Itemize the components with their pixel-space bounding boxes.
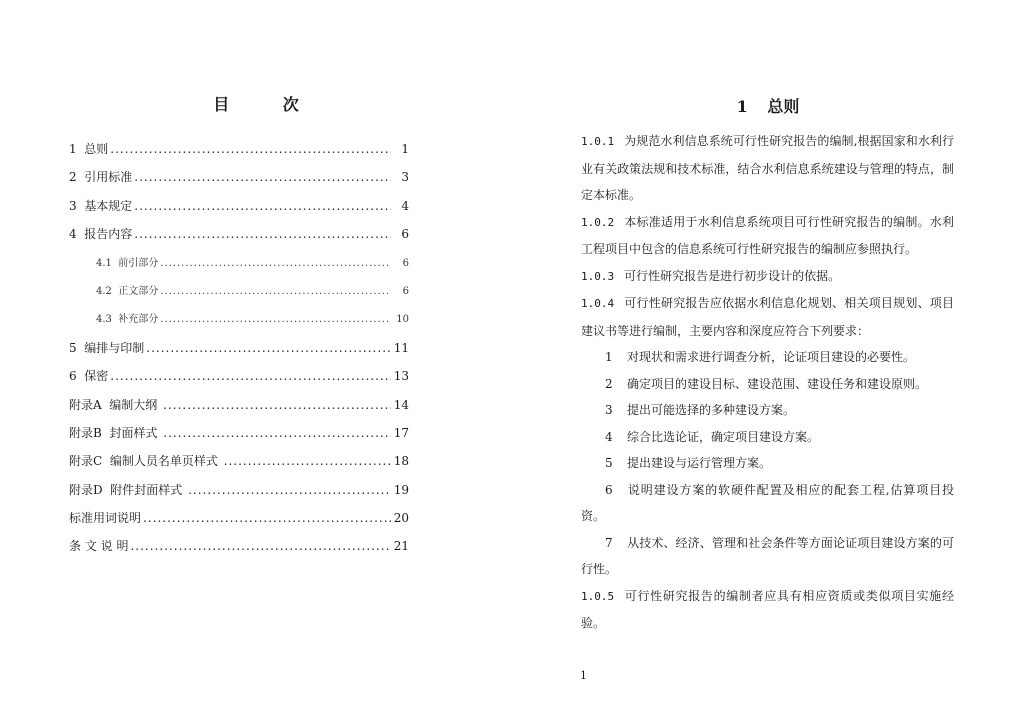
clause-number: 1.0.1 — [581, 135, 615, 148]
toc-entry-label: 附件封面样式 — [110, 482, 187, 497]
toc-dot-leader — [110, 369, 391, 383]
list-item-number: 6 — [605, 482, 613, 497]
toc-entry-page: 11 — [393, 340, 409, 355]
toc-entry[interactable] — [69, 509, 409, 537]
toc-entry-page: 6 — [402, 285, 409, 297]
toc-entry-page: 10 — [396, 314, 409, 326]
clause-number: 1.0.3 — [581, 269, 615, 283]
list-item-text: 提出建设与运行管理方案。 — [627, 456, 772, 470]
clause — [581, 583, 954, 637]
clause — [581, 209, 954, 263]
toc-entry-page: 4 — [401, 198, 409, 213]
toc-dot-leader — [110, 142, 391, 156]
chapter-title: 1 总则 — [736, 97, 800, 116]
toc-entry[interactable] — [69, 339, 409, 367]
toc-dot-leader — [130, 539, 391, 553]
toc-entry-label: 保密 — [84, 369, 109, 384]
clause-text: 为规范水利信息系统可行性研究报告的编制,根据国家和水利行业有关政策法规和技术标准，结合水利信息系统建设与管理的特点，制定本标准。 — [581, 134, 954, 202]
toc-entry-label: 报告内容 — [84, 227, 133, 242]
toc-entry-label: 总则 — [84, 142, 109, 156]
clause-text: 可行性研究报告是进行初步设计的依据。 — [624, 268, 841, 283]
list-item-text: 提出可能选择的多种建设方案。 — [627, 403, 796, 417]
toc-entry-number: 附录B — [69, 425, 110, 440]
toc-entry[interactable] — [69, 168, 409, 196]
clause — [581, 263, 954, 291]
toc-entry-page: 17 — [393, 425, 409, 440]
toc-dot-leader — [160, 314, 391, 325]
list-item — [581, 424, 954, 451]
clause — [581, 290, 954, 344]
toc-dot-leader — [134, 199, 391, 213]
list-item — [581, 371, 954, 398]
list-item-number: 5 — [605, 456, 613, 470]
toc-entry-number: 4.3 — [96, 314, 119, 326]
clause-text: 可行性研究报告的编制者应具有相应资质或类似项目实施经验。 — [581, 588, 954, 630]
toc-entry-page: 6 — [402, 257, 409, 269]
toc-entry[interactable] — [69, 452, 409, 480]
toc-entry-label: 条 文 说 明 — [69, 539, 129, 554]
toc-entry[interactable] — [69, 396, 409, 424]
toc-entry-label: 编制人员名单页样式 — [109, 454, 222, 469]
toc-entry[interactable] — [69, 197, 409, 225]
toc-entry-label: 前引部分 — [118, 257, 159, 269]
list-item-text: 对现状和需求进行调查分析，论证项目建设的必要性。 — [627, 350, 916, 364]
toc-entry[interactable] — [69, 282, 409, 310]
toc-entry[interactable] — [69, 140, 409, 168]
list-item-text: 综合比选论证，确定项目建设方案。 — [627, 429, 820, 444]
toc-dot-leader — [146, 341, 391, 355]
toc-title: 目 次 — [213, 95, 323, 114]
toc-entry[interactable] — [69, 225, 409, 253]
toc-entry-label: 基本规定 — [84, 198, 133, 213]
list-item-number: 3 — [605, 403, 613, 417]
list-item-text: 确定项目的建设目标、建设范围、建设任务和建设原则。 — [627, 376, 928, 391]
toc-dot-leader — [134, 227, 391, 241]
toc-entry[interactable] — [69, 424, 409, 452]
toc-entry-number: 附录D — [69, 482, 111, 497]
list-item — [581, 344, 954, 371]
toc-dot-leader — [224, 454, 391, 468]
list-item-number: 4 — [605, 429, 613, 444]
list-item — [581, 530, 954, 583]
toc-entry-number: 附录C — [69, 454, 110, 469]
toc-dot-leader — [160, 258, 391, 269]
toc-entry-number: 4.1 — [96, 257, 119, 269]
toc-entry[interactable] — [69, 310, 409, 338]
toc-entry[interactable] — [69, 367, 409, 395]
toc-entry-label: 引用标准 — [84, 170, 133, 185]
page-number: 1 — [580, 669, 587, 682]
toc-entry[interactable] — [69, 254, 409, 282]
toc-entry-number: 1 — [69, 142, 85, 156]
toc-entry-number: 附录A — [69, 397, 110, 412]
list-item — [581, 450, 954, 477]
toc-entry-page: 1 — [401, 142, 409, 156]
list-item — [581, 477, 954, 530]
list-item-number: 2 — [605, 376, 613, 391]
clause — [581, 128, 954, 209]
toc-dot-leader — [143, 511, 391, 525]
toc-entry-page: 20 — [393, 511, 409, 526]
list-item-text: 从技术、经济、管理和社会条件等方面论证项目建设方案的可行性。 — [581, 535, 954, 576]
clause-text: 可行性研究报告应依据水利信息化规划、相关项目规划、项目建议书等进行编制，主要内容和深度应符合下列要求： — [581, 296, 954, 338]
clause-number: 1.0.5 — [581, 589, 615, 603]
toc-entry-page: 13 — [393, 369, 409, 384]
clause-text: 本标准适用于水利信息系统项目可行性研究报告的编制。水利工程项目中包含的信息系统可行性研究报告的编制应参照执行。 — [581, 214, 954, 256]
toc-entry-label: 标准用词说明 — [69, 511, 142, 526]
toc-entry-number: 3 — [69, 198, 85, 213]
list-item-number: 1 — [605, 350, 613, 364]
list-item — [581, 397, 954, 424]
toc-entry-label: 编排与印制 — [84, 340, 145, 355]
clause-number: 1.0.4 — [581, 297, 615, 310]
toc-entry-number: 2 — [69, 170, 85, 185]
list-item-number: 7 — [605, 535, 613, 550]
toc-entry-page: 19 — [393, 482, 409, 497]
list-item-text: 说明建设方案的软硬件配置及相应的配套工程,估算项目投资。 — [581, 482, 954, 523]
toc-dot-leader — [134, 170, 391, 184]
toc-entry-number: 5 — [69, 340, 85, 355]
toc-entry-page: 6 — [401, 227, 409, 242]
toc-entry-page: 21 — [393, 539, 409, 554]
toc-dot-leader — [163, 398, 391, 412]
toc-entry-number: 4 — [69, 227, 85, 242]
table-of-contents — [69, 140, 409, 566]
toc-entry-label: 编制大纲 — [109, 397, 162, 412]
toc-dot-leader — [160, 286, 391, 297]
toc-entry[interactable] — [69, 537, 409, 565]
toc-entry-page: 14 — [393, 397, 409, 412]
clause-number: 1.0.2 — [581, 215, 615, 229]
toc-entry-number: 4.2 — [96, 285, 119, 297]
toc-entry-label: 正文部分 — [118, 285, 159, 297]
toc-dot-leader — [188, 483, 391, 497]
toc-entry-label: 补充部分 — [118, 314, 159, 326]
toc-entry-label: 封面样式 — [109, 425, 162, 440]
toc-entry-page: 3 — [401, 170, 409, 185]
toc-entry[interactable] — [69, 481, 409, 509]
toc-entry-page: 18 — [393, 454, 409, 469]
toc-dot-leader — [163, 426, 391, 440]
toc-entry-number: 6 — [69, 369, 85, 384]
chapter-body — [581, 128, 954, 637]
